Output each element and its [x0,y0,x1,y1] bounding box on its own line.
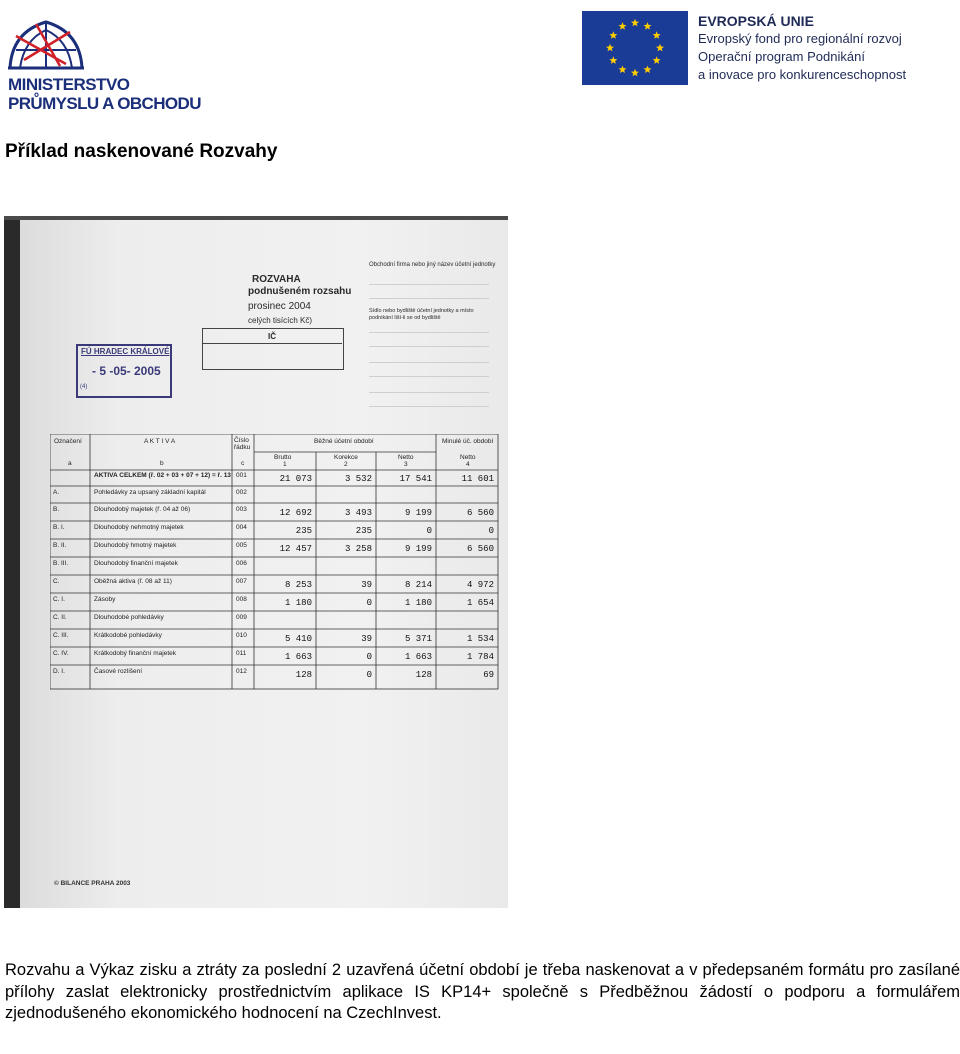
page-title: Příklad naskenované Rozvahy [5,141,278,162]
cell-korekce: 3 493 [344,508,372,518]
row-id: C. III. [53,632,69,639]
eu-line2: Evropský fond pro regionální rozvoj [698,31,902,46]
sub-c: c [241,460,245,467]
row-line-number: 001 [236,472,247,479]
row-label: AKTIVA CELKEM (ř. 02 + 03 + 07 + 12) = ř. 13 [94,472,231,479]
cell-minule: 11 601 [461,474,494,484]
cell-netto: 0 [426,526,432,536]
stamp-office: FÚ HRADEC KRÁLOVÉ [81,347,170,356]
cell-brutto: 1 180 [284,598,312,608]
row-id: C. [53,578,60,585]
cell-korekce: 39 [361,580,372,590]
row-line-number: 009 [236,614,247,621]
row-label: Dlouhodobý finanční majetek [94,560,178,567]
cell-netto: 128 [415,670,432,680]
stamp-date: - 5 -05- 2005 [92,364,161,378]
sub-a: a [68,460,72,467]
ministry-logo [4,14,201,114]
row-line-number: 010 [236,632,247,639]
tax-office-stamp [76,344,172,398]
cell-brutto: 5 410 [284,634,312,644]
col-oznaceni: Označení [54,438,82,445]
scan-doc-title: ROZVAHA [252,274,301,285]
row-id: C. IV. [53,650,69,657]
sub-1: 1 [283,461,287,468]
cell-minule: 6 560 [466,508,494,518]
eu-logo [582,11,952,87]
cell-brutto: 1 663 [284,652,312,662]
row-id: B. I. [53,524,65,531]
cell-minule: 69 [483,670,494,680]
row-line-number: 008 [236,596,247,603]
row-line-number: 006 [236,560,247,567]
cell-netto: 9 199 [404,544,432,554]
col-cislo: Číslo řádku [234,437,251,451]
row-label: Časové rozlišení [94,668,143,675]
row-line-number: 004 [236,524,247,531]
row-id: C. II. [53,614,67,621]
col-brutto: Brutto [274,454,292,461]
cell-brutto: 12 692 [279,508,312,518]
cell-netto: 1 180 [404,598,432,608]
ministry-name-line1: MINISTERSTVO [8,75,130,94]
row-line-number: 002 [236,489,247,496]
cell-minule: 1 534 [466,634,494,644]
row-id: B. [53,506,60,513]
sub-3: 3 [404,461,408,468]
scan-seat-label: Sídlo nebo bydliště účetní jednotky a místo podnikání liší-li se od bydliště [369,308,474,321]
cell-brutto: 235 [295,526,312,536]
row-label: Krátkodobé pohledávky [94,632,162,639]
balance-table [50,434,502,690]
row-id: B. III. [53,560,69,567]
col-korekce: Korekce [334,454,358,461]
row-label: Dlouhodobé pohledávky [94,614,164,621]
row-id: C. I. [53,596,65,603]
cell-korekce: 0 [366,652,372,662]
scan-ic-label: IČ [268,332,276,341]
col-netto-prev: Netto [460,454,476,461]
cell-minule: 6 560 [466,544,494,554]
row-id: D. I. [53,668,65,675]
sub-b: b [160,460,164,467]
scan-copyright: © BILANCE PRAHA 2003 [54,880,131,887]
cell-brutto: 128 [295,670,312,680]
eu-flag-icon [582,11,688,85]
stamp-number: (4) [80,384,88,390]
sub-2: 2 [344,461,348,468]
ministry-name-line2: PRŮMYSLU A OBCHODU [8,94,201,113]
row-id: B. II. [53,542,67,549]
cell-korekce: 3 258 [344,544,372,554]
cell-netto: 5 371 [404,634,432,644]
row-label: Krátkodobý finanční majetek [94,650,177,657]
row-label: Pohledávky za upsaný základní kapitál [94,489,206,496]
cell-brutto: 12 457 [279,544,312,554]
row-label: Dlouhodobý nehmotný majetek [94,524,184,531]
cell-minule: 4 972 [466,580,494,590]
col-netto: Netto [398,454,414,461]
cell-brutto: 21 073 [279,474,312,484]
scan-firm-label: Obchodní firma nebo jiný název účetní jednotky [369,262,496,268]
scan-doc-subtitle: podnušeném rozsahu [248,286,352,297]
eu-line3: Operační program Podnikání [698,49,865,64]
cell-netto: 1 663 [404,652,432,662]
scan-doc-units: celých tisících Kč) [248,316,313,325]
row-label: Dlouhodobý majetek (ř. 04 až 06) [94,506,191,513]
ministry-globe-icon [6,16,86,72]
row-line-number: 003 [236,506,247,513]
cell-minule: 1 654 [466,598,494,608]
row-label: Dlouhodobý hmotný majetek [94,542,177,549]
col-minule: Minulé úč. období [442,438,494,445]
row-id: A. [53,489,60,496]
cell-minule: 0 [488,526,494,536]
cell-korekce: 39 [361,634,372,644]
cell-korekce: 0 [366,670,372,680]
row-line-number: 005 [236,542,247,549]
cell-korekce: 0 [366,598,372,608]
row-line-number: 007 [236,578,247,585]
eu-line1: EVROPSKÁ UNIE [698,13,814,29]
scan-doc-date: prosinec 2004 [248,301,311,312]
row-line-number: 011 [236,650,247,657]
col-bezne: Běžné účetní období [314,438,374,445]
row-label: Zásoby [94,596,116,603]
cell-minule: 1 784 [466,652,494,662]
instruction-paragraph: Rozvahu a Výkaz zisku a ztráty za poslední 2 uzavřená účetní období je třeba naskenovat a v předepsaném formátu pro zasílané přílohy zaslat elektronicky prostřednictvím aplikace IS KP14+ společně s Předběžnou žádostí o podporu a formulářem zjednodušeného ekonomického hodnocení na CzechInvest. [5,961,960,1022]
cell-brutto: 8 253 [284,580,312,590]
cell-korekce: 3 532 [344,474,372,484]
cell-netto: 17 541 [399,474,432,484]
cell-korekce: 235 [355,526,372,536]
cell-netto: 8 214 [404,580,432,590]
row-line-number: 012 [236,668,247,675]
row-label: Oběžná aktiva (ř. 08 až 11) [94,578,172,585]
sub-4: 4 [466,461,470,468]
col-aktiva: A K T I V A [144,438,176,445]
eu-line4: a inovace pro konkurenceschopnost [698,67,907,82]
cell-netto: 9 199 [404,508,432,518]
scanned-balance-sheet [4,216,508,908]
